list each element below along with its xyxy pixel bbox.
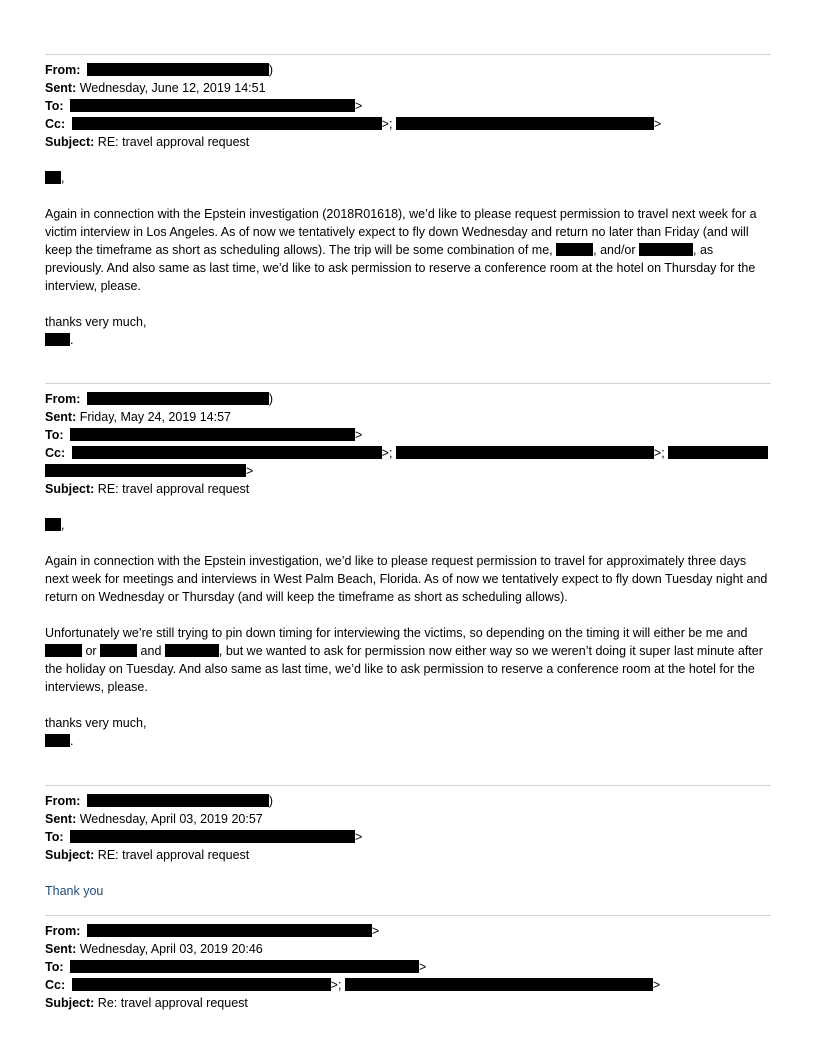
email-4 — [45, 915, 771, 1012]
subject-line — [45, 994, 771, 1012]
subject-value: RE: travel approval request — [97, 135, 250, 149]
redacted-name — [165, 644, 219, 657]
redacted-name — [100, 644, 137, 657]
to-line: To: > — [45, 428, 363, 442]
subject-label: Subject: — [45, 482, 95, 496]
cc-label: Cc: — [45, 978, 66, 992]
sent-value: Friday, May 24, 2019 14:57 — [79, 410, 231, 424]
to-label: To: — [45, 830, 64, 844]
subject-value: RE: travel approval request — [97, 848, 250, 862]
redacted-recipient — [70, 99, 355, 112]
redacted-name — [45, 518, 61, 531]
to-label: To: — [45, 99, 64, 113]
from-line: From: ) — [45, 392, 274, 406]
redacted-sender — [87, 924, 372, 937]
subject-line — [45, 133, 771, 151]
from-label: From: — [45, 63, 81, 77]
to-label: To: — [45, 960, 64, 974]
divider — [45, 54, 771, 55]
sent-label: Sent: — [45, 812, 77, 826]
redacted-cc — [668, 446, 768, 459]
subject-line — [45, 846, 771, 864]
redacted-cc — [45, 464, 246, 477]
redacted-cc — [72, 446, 382, 459]
signoff: . — [45, 732, 771, 750]
divider — [45, 785, 771, 786]
redacted-cc — [72, 978, 331, 991]
sent-line — [45, 79, 771, 97]
subject-line — [45, 480, 771, 498]
sent-label: Sent: — [45, 942, 77, 956]
cc-label: Cc: — [45, 446, 66, 460]
redacted-recipient — [70, 960, 419, 973]
redacted-name — [45, 333, 70, 346]
email-2 — [45, 383, 771, 750]
from-label: From: — [45, 924, 81, 938]
subject-label: Subject: — [45, 996, 95, 1010]
subject-label: Subject: — [45, 135, 95, 149]
redacted-sender — [87, 63, 269, 76]
sent-label: Sent: — [45, 81, 77, 95]
redacted-name — [556, 243, 593, 256]
sent-value: Wednesday, April 03, 2019 20:57 — [79, 812, 263, 826]
body-paragraph: Unfortunately we’re still trying to pin down timing for interviewing the victims, so depending on the timing it will either be me and or and , but we wanted to ask for permission now either way so we weren’t doing it super last minute after the holiday on Tuesday. And also same as last time, we’d like to ask permission to reserve a conference room at the hotel for the interviews, please. — [45, 626, 763, 694]
to-line: To: > — [45, 99, 363, 113]
email-3 — [45, 785, 771, 900]
redacted-recipient — [70, 830, 355, 843]
redacted-name — [639, 243, 693, 256]
reply-text: Thank you — [45, 884, 104, 898]
greeting: , — [45, 169, 771, 187]
signoff: . — [45, 331, 771, 349]
cc-line-continued: > — [45, 462, 771, 480]
redacted-name — [45, 644, 82, 657]
sent-line — [45, 408, 771, 426]
email-1 — [45, 54, 771, 349]
sent-label: Sent: — [45, 410, 77, 424]
sent-line — [45, 810, 771, 828]
redacted-cc — [345, 978, 653, 991]
subject-label: Subject: — [45, 848, 95, 862]
cc-line: Cc: >; > — [45, 117, 662, 131]
body-paragraph: Again in connection with the Epstein investigation, we’d like to please request permission to travel for approximately three days next week for meetings and interviews in West Palm Beach, Florida. As of now we tentatively expect to fly down Tuesday night and return on Wednesday or Thursday (and will keep the timeframe as short as scheduling allows). — [45, 554, 768, 604]
greeting: , — [45, 516, 771, 534]
divider — [45, 383, 771, 384]
redacted-sender — [87, 392, 269, 405]
closing: thanks very much, — [45, 716, 147, 730]
divider — [45, 915, 771, 916]
redacted-cc — [396, 446, 654, 459]
subject-value: RE: travel approval request — [97, 482, 250, 496]
body-paragraph: Again in connection with the Epstein investigation (2018R01618), we’d like to please request permission to travel next week for a victim interview in Los Angeles. As of now we tentatively expect to fly down Wednesday and return no later than Friday (and will keep the timeframe as short as scheduling allows). The trip will be some combination of me, , and/or , as previously. And also same as last time, we’d like to ask permission to reserve a conference room at the hotel on Thursday for the interview, please. — [45, 207, 757, 293]
sent-value: Wednesday, June 12, 2019 14:51 — [79, 81, 266, 95]
redacted-cc — [396, 117, 654, 130]
to-line: To: > — [45, 830, 363, 844]
sent-value: Wednesday, April 03, 2019 20:46 — [79, 942, 263, 956]
to-line: To: > — [45, 960, 427, 974]
subject-value: Re: travel approval request — [97, 996, 248, 1010]
closing: thanks very much, — [45, 315, 147, 329]
from-line: From: > — [45, 924, 380, 938]
redacted-cc — [72, 117, 382, 130]
cc-line: Cc: >; >; — [45, 444, 771, 462]
to-label: To: — [45, 428, 64, 442]
cc-label: Cc: — [45, 117, 66, 131]
cc-line: Cc: >; > — [45, 978, 661, 992]
redacted-name — [45, 734, 70, 747]
redacted-sender — [87, 794, 269, 807]
redacted-name — [45, 171, 61, 184]
from-label: From: — [45, 392, 81, 406]
from-label: From: — [45, 794, 81, 808]
from-line: From: ) — [45, 794, 274, 808]
from-line: From: ) — [45, 63, 274, 77]
sent-line — [45, 940, 771, 958]
redacted-recipient — [70, 428, 355, 441]
